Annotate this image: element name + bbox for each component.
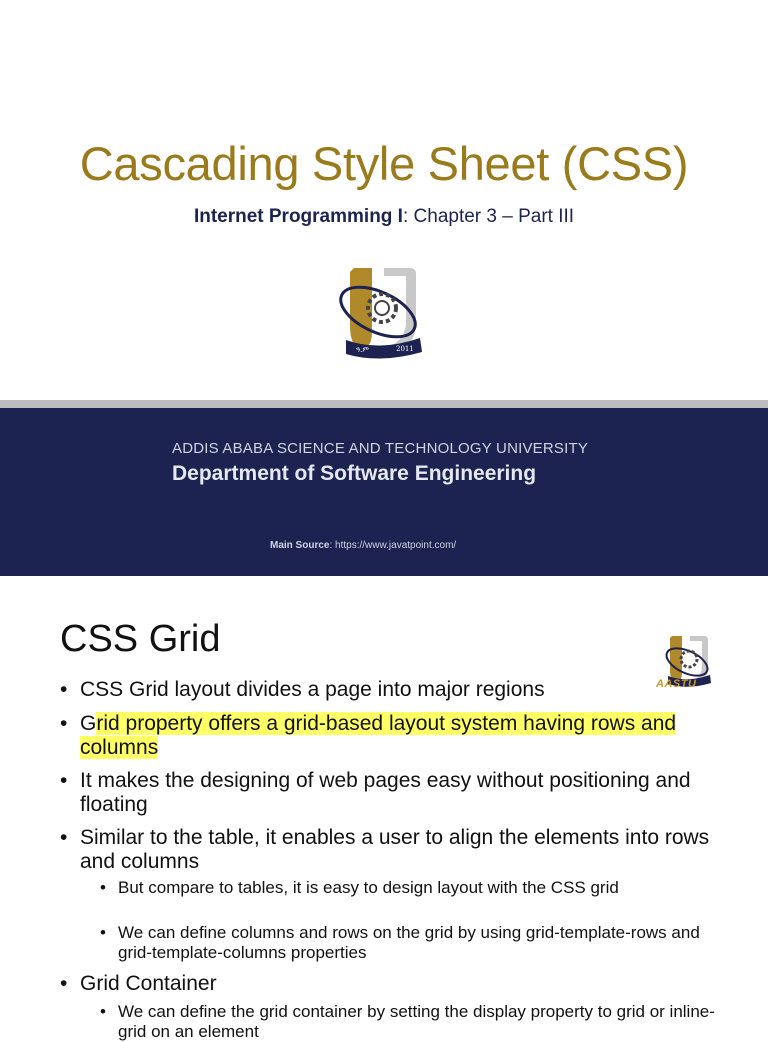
- bullet-dot-icon: •: [60, 769, 68, 792]
- course-name: Internet Programming I: [193, 206, 403, 227]
- bullet-item: • Grid property offers a grid-based layout system having rows and columns: [60, 712, 677, 759]
- source-label: Main Source: [270, 540, 330, 551]
- slide-title: Cascading Style Sheet (CSS): [79, 137, 689, 190]
- bullet-item: • Grid Container: [60, 972, 217, 995]
- bullet-dot-icon: •: [60, 826, 68, 849]
- department-name: Department of Software Engineering: [172, 462, 537, 485]
- main-source: [270, 540, 456, 551]
- sub-bullet-item: • We can define columns and rows on the grid by using grid-template-rows and grid-template-columns properties: [100, 923, 700, 962]
- source-url: : https://www.javatpoint.com/: [329, 540, 457, 551]
- chapter-label: : Chapter 3 – Part III: [402, 206, 575, 227]
- aastu-logo-text: AASTU: [656, 678, 697, 690]
- svg-text:2011: 2011: [396, 345, 414, 353]
- css-grid-slide: [0, 576, 768, 1041]
- bullet-dot-icon: •: [60, 972, 68, 995]
- svg-text:ዓ.ም: ዓ.ም: [356, 346, 369, 354]
- bullet-dot-icon: •: [100, 878, 106, 897]
- sub-bullet-item: • We can define the grid container by setting the display property to grid or inline-grid on an element: [100, 1002, 715, 1041]
- slide-title: CSS Grid: [60, 618, 221, 660]
- bullet-item: • Similar to the table, it enables a user to align the elements into rows and columns: [60, 826, 710, 873]
- bullet-dot-icon: •: [100, 923, 106, 942]
- bullet-dot-icon: •: [60, 712, 68, 735]
- bullet-dot-icon: •: [60, 678, 68, 701]
- bullet-dot-icon: •: [100, 1002, 106, 1021]
- bullet-item: • It makes the designing of web pages easy without positioning and floating: [60, 769, 691, 816]
- divider-strip: [0, 400, 768, 408]
- slide-subtitle: [0, 206, 768, 228]
- sub-bullet-item: • But compare to tables, it is easy to design layout with the CSS grid: [100, 878, 619, 897]
- university-logo-icon: [332, 262, 426, 364]
- university-name: ADDIS ABABA SCIENCE AND TECHNOLOGY UNIVERSITY: [172, 440, 589, 457]
- bullet-item: • CSS Grid layout divides a page into major regions: [60, 678, 545, 701]
- highlighted-text: rid property offers a grid-based layout system having rows and columns: [80, 712, 677, 759]
